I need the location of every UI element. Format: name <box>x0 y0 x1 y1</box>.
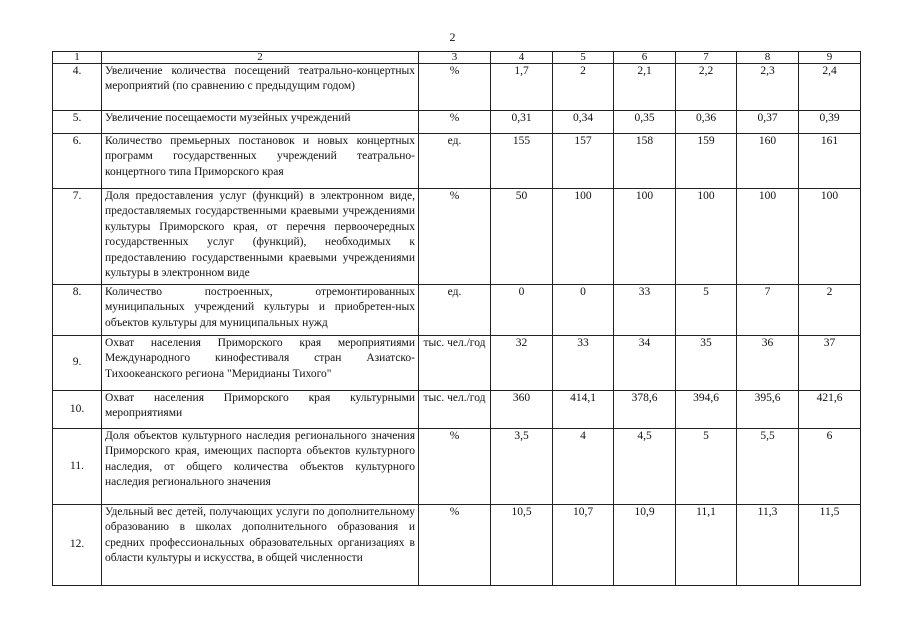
row-unit: % <box>419 64 491 111</box>
row-value: 0,35 <box>614 111 676 134</box>
row-value: 100 <box>737 189 799 285</box>
row-value: 0,39 <box>799 111 861 134</box>
table-row <box>53 336 861 391</box>
row-description: Охват населения Приморского края культурными мероприятиями <box>102 391 419 429</box>
row-value: 100 <box>553 189 614 285</box>
column-header: 6 <box>614 52 676 64</box>
row-unit: ед. <box>419 134 491 189</box>
column-header: 1 <box>53 52 102 64</box>
row-description: Охват населения Приморского края мероприятиями Международного кинофестиваля стран Азиатско-Тихоокеанского региона "Меридианы Тихого" <box>102 336 419 391</box>
row-number: 4. <box>53 64 102 111</box>
row-value: 100 <box>676 189 737 285</box>
row-value: 2,4 <box>799 64 861 111</box>
row-number: 6. <box>53 134 102 189</box>
column-header: 3 <box>419 52 491 64</box>
row-value: 11,5 <box>799 505 861 586</box>
column-header: 9 <box>799 52 861 64</box>
row-value: 33 <box>553 336 614 391</box>
row-number: 11. <box>53 429 102 505</box>
column-header: 5 <box>553 52 614 64</box>
row-value: 11,3 <box>737 505 799 586</box>
row-value: 7 <box>737 285 799 336</box>
row-value: 394,6 <box>676 391 737 429</box>
table-row <box>53 285 861 336</box>
row-value: 0,36 <box>676 111 737 134</box>
row-value: 378,6 <box>614 391 676 429</box>
row-value: 0,31 <box>491 111 553 134</box>
row-number: 5. <box>53 111 102 134</box>
row-value: 5 <box>676 429 737 505</box>
row-value: 35 <box>676 336 737 391</box>
page-number: 2 <box>449 30 456 44</box>
column-header: 4 <box>491 52 553 64</box>
row-value: 100 <box>799 189 861 285</box>
row-value: 360 <box>491 391 553 429</box>
row-value: 421,6 <box>799 391 861 429</box>
row-value: 10,7 <box>553 505 614 586</box>
row-number: 8. <box>53 285 102 336</box>
row-value: 50 <box>491 189 553 285</box>
row-description: Удельный вес детей, получающих услуги по дополнительному образованию в школах дополнительного образования и средних профессиональных образовательных организациях в области культуры и искусства, в общей численности <box>102 505 419 586</box>
row-value: 6 <box>799 429 861 505</box>
table-row <box>53 429 861 505</box>
row-description: Количество премьерных постановок и новых концертных программ государственных учреждений театрально-концертного типа Приморского края <box>102 134 419 189</box>
column-header: 7 <box>676 52 737 64</box>
row-value: 2 <box>799 285 861 336</box>
row-unit: % <box>419 429 491 505</box>
row-value: 155 <box>491 134 553 189</box>
table-row <box>53 189 861 285</box>
row-description: Доля объектов культурного наследия регионального значения Приморского края, имеющих паспорта объектов культурного наследия, от общего количества объектов культурного наследия регионального значения <box>102 429 419 505</box>
row-description: Количество построенных, отремонтированных муниципальных учреждений культуры и приобретен-ных объектов культуры для муниципальных нужд <box>102 285 419 336</box>
row-value: 0 <box>491 285 553 336</box>
row-value: 10,5 <box>491 505 553 586</box>
row-value: 1,7 <box>491 64 553 111</box>
table-row <box>53 134 861 189</box>
row-value: 414,1 <box>553 391 614 429</box>
column-number-row <box>53 52 861 64</box>
row-value: 159 <box>676 134 737 189</box>
row-value: 4 <box>553 429 614 505</box>
row-value: 32 <box>491 336 553 391</box>
indicators-table <box>52 51 861 586</box>
row-value: 2,3 <box>737 64 799 111</box>
row-unit: ед. <box>419 285 491 336</box>
table-row <box>53 111 861 134</box>
row-unit: тыс. чел./год <box>419 391 491 429</box>
row-value: 0,37 <box>737 111 799 134</box>
row-value: 161 <box>799 134 861 189</box>
column-header: 8 <box>737 52 799 64</box>
row-unit: % <box>419 189 491 285</box>
row-unit: % <box>419 505 491 586</box>
row-description: Увеличение количества посещений театрально-концертных мероприятий (по сравнению с предыдущим годом) <box>102 64 419 111</box>
row-value: 4,5 <box>614 429 676 505</box>
row-value: 158 <box>614 134 676 189</box>
row-value: 100 <box>614 189 676 285</box>
row-unit: % <box>419 111 491 134</box>
row-value: 34 <box>614 336 676 391</box>
row-value: 0 <box>553 285 614 336</box>
row-number: 9. <box>53 336 102 391</box>
row-number: 12. <box>53 505 102 586</box>
row-value: 160 <box>737 134 799 189</box>
row-unit: тыс. чел./год <box>419 336 491 391</box>
row-value: 37 <box>799 336 861 391</box>
table-row <box>53 391 861 429</box>
table-row <box>53 64 861 111</box>
row-description: Увеличение посещаемости музейных учреждений <box>102 111 419 134</box>
row-number: 7. <box>53 189 102 285</box>
row-value: 5 <box>676 285 737 336</box>
row-value: 11,1 <box>676 505 737 586</box>
row-value: 2 <box>553 64 614 111</box>
row-value: 0,34 <box>553 111 614 134</box>
row-value: 395,6 <box>737 391 799 429</box>
row-description: Доля предоставления услуг (функций) в электронном виде, предоставляемых государственными краевыми учреждениями культуры Приморского края, от перечня первоочередных государственных услуг (функций), необходимых к предоставлению государственными краевыми учреждениями культуры в электронном виде <box>102 189 419 285</box>
row-value: 3,5 <box>491 429 553 505</box>
column-header: 2 <box>102 52 419 64</box>
row-value: 33 <box>614 285 676 336</box>
row-number: 10. <box>53 391 102 429</box>
row-value: 2,2 <box>676 64 737 111</box>
row-value: 10,9 <box>614 505 676 586</box>
row-value: 157 <box>553 134 614 189</box>
row-value: 5,5 <box>737 429 799 505</box>
row-value: 36 <box>737 336 799 391</box>
row-value: 2,1 <box>614 64 676 111</box>
table-row <box>53 505 861 586</box>
